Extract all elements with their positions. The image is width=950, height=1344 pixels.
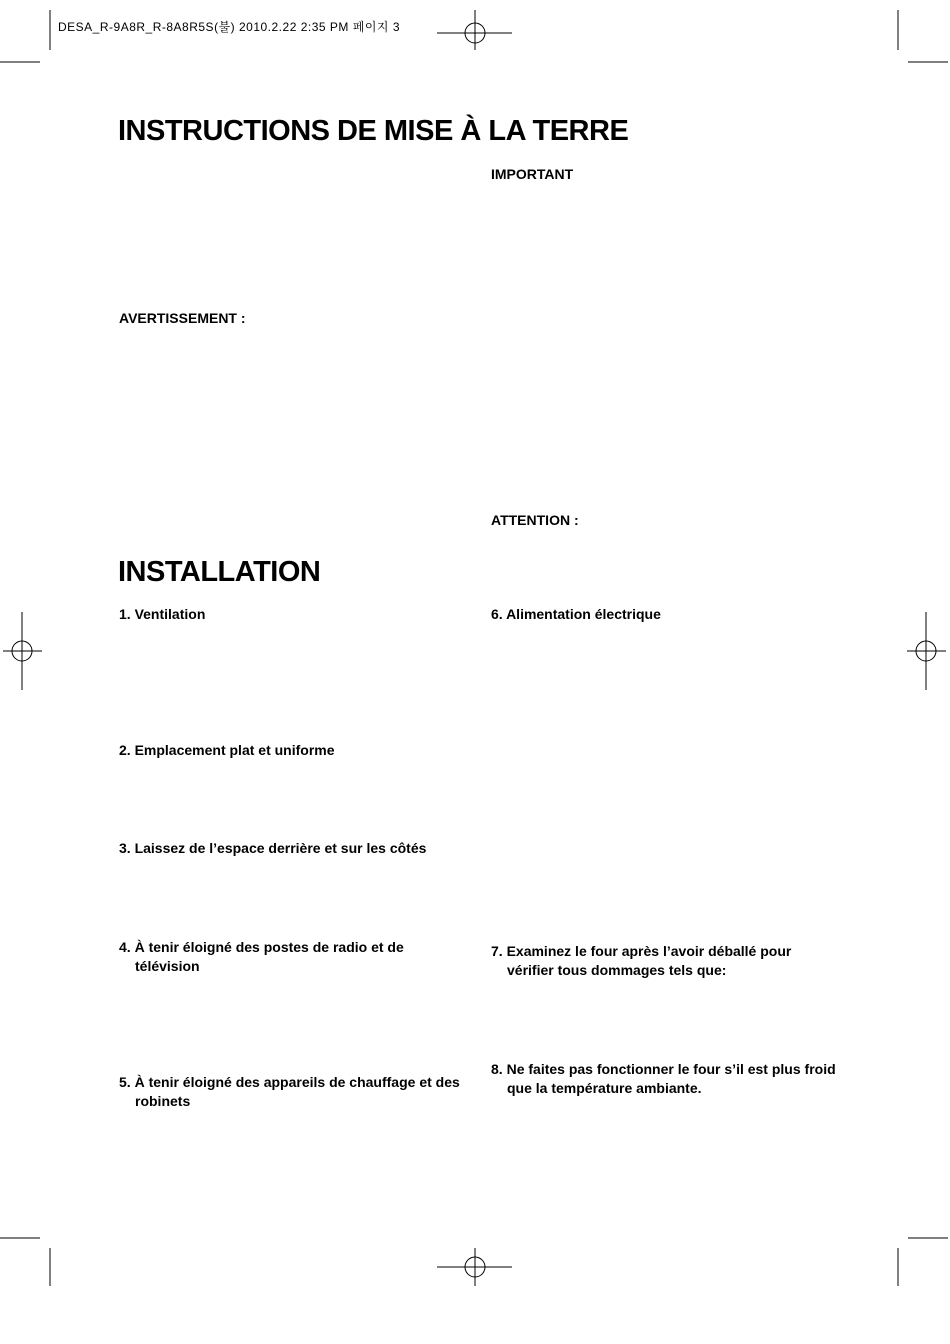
installation-item-radio-tv: 4. À tenir éloigné des postes de radio et de télévision — [119, 939, 404, 974]
installation-item-inspect-damage: 7. Examinez le four après l’avoir déballé pour vérifier tous dommages tels que: — [491, 943, 792, 978]
installation-item-power-supply: 6. Alimentation électrique — [491, 606, 661, 622]
installation-item-flat-location: 2. Emplacement plat et uniforme — [119, 742, 335, 758]
installation-item-ventilation: 1. Ventilation — [119, 606, 206, 622]
attention-label: ATTENTION : — [491, 512, 579, 528]
print-slug: DESA_R-9A8R_R-8A8R5S(불) 2010.2.22 2:35 PM 페이지 3 — [58, 20, 401, 34]
installation-title: INSTALLATION — [118, 556, 321, 588]
warning-label: AVERTISSEMENT : — [119, 310, 246, 326]
installation-item-cold-oven: 8. Ne faites pas fonctionner le four s’il est plus froid que la température ambiante. — [491, 1061, 836, 1096]
installation-item-heaters: 5. À tenir éloigné des appareils de chauffage et des robinets — [119, 1074, 460, 1109]
installation-item-clearance: 3. Laissez de l’espace derrière et sur les côtés — [119, 840, 427, 856]
grounding-title: INSTRUCTIONS DE MISE À LA TERRE — [118, 115, 629, 147]
important-label: IMPORTANT — [491, 166, 574, 182]
